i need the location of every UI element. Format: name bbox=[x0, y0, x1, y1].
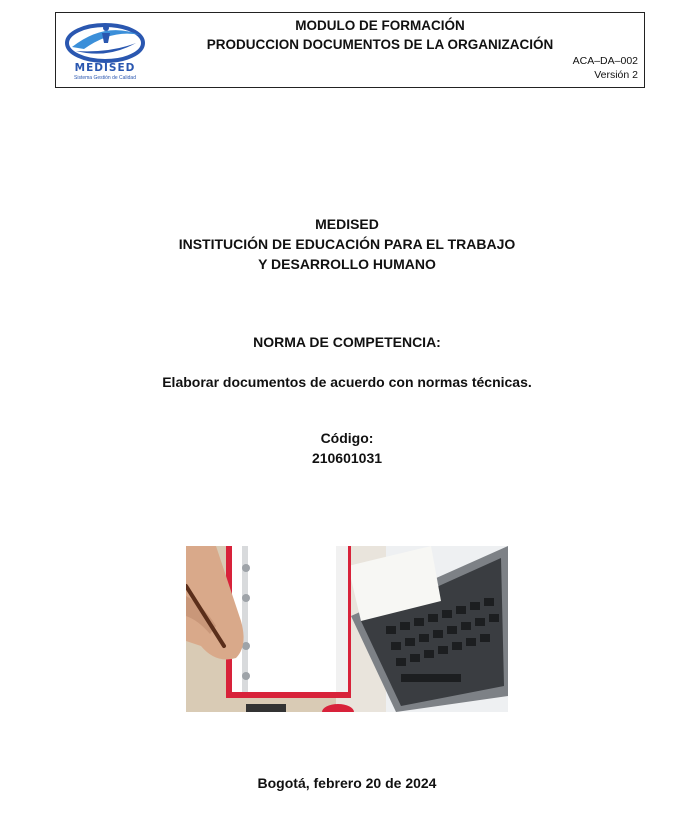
institution-line2: INSTITUCIÓN DE EDUCACIÓN PARA EL TRABAJO bbox=[178, 236, 516, 252]
notebook-laptop-photo bbox=[186, 546, 508, 712]
cover-photo bbox=[186, 546, 508, 712]
norma-description: Elaborar documentos de acuerdo con normas técnicas. bbox=[162, 374, 532, 390]
codigo-block bbox=[0, 428, 694, 468]
document-header bbox=[55, 12, 645, 88]
institution-block bbox=[0, 214, 694, 274]
header-title-line1: MODULO DE FORMACIÓN bbox=[295, 18, 465, 33]
medised-logo-icon bbox=[62, 19, 148, 63]
header-title bbox=[156, 16, 604, 54]
codigo-value: 210601031 bbox=[311, 450, 383, 466]
logo-tagline: Sistema Gestión de Calidad bbox=[74, 75, 136, 81]
codigo-label: Código: bbox=[320, 430, 374, 446]
medised-logo bbox=[62, 19, 148, 83]
doc-code: ACA–DA–002 bbox=[572, 55, 638, 67]
header-title-line2: PRODUCCION DOCUMENTOS DE LA ORGANIZACIÓN bbox=[206, 37, 554, 52]
norma-label: NORMA DE COMPETENCIA: bbox=[253, 334, 441, 350]
place-date: Bogotá, febrero 20 de 2024 bbox=[257, 775, 437, 791]
logo-brand-text: MEDISED bbox=[74, 62, 136, 74]
institution-name: MEDISED bbox=[315, 216, 379, 232]
institution-line3: Y DESARROLLO HUMANO bbox=[258, 256, 436, 272]
header-doc-info bbox=[573, 54, 638, 82]
doc-version: Versión 2 bbox=[594, 69, 638, 81]
